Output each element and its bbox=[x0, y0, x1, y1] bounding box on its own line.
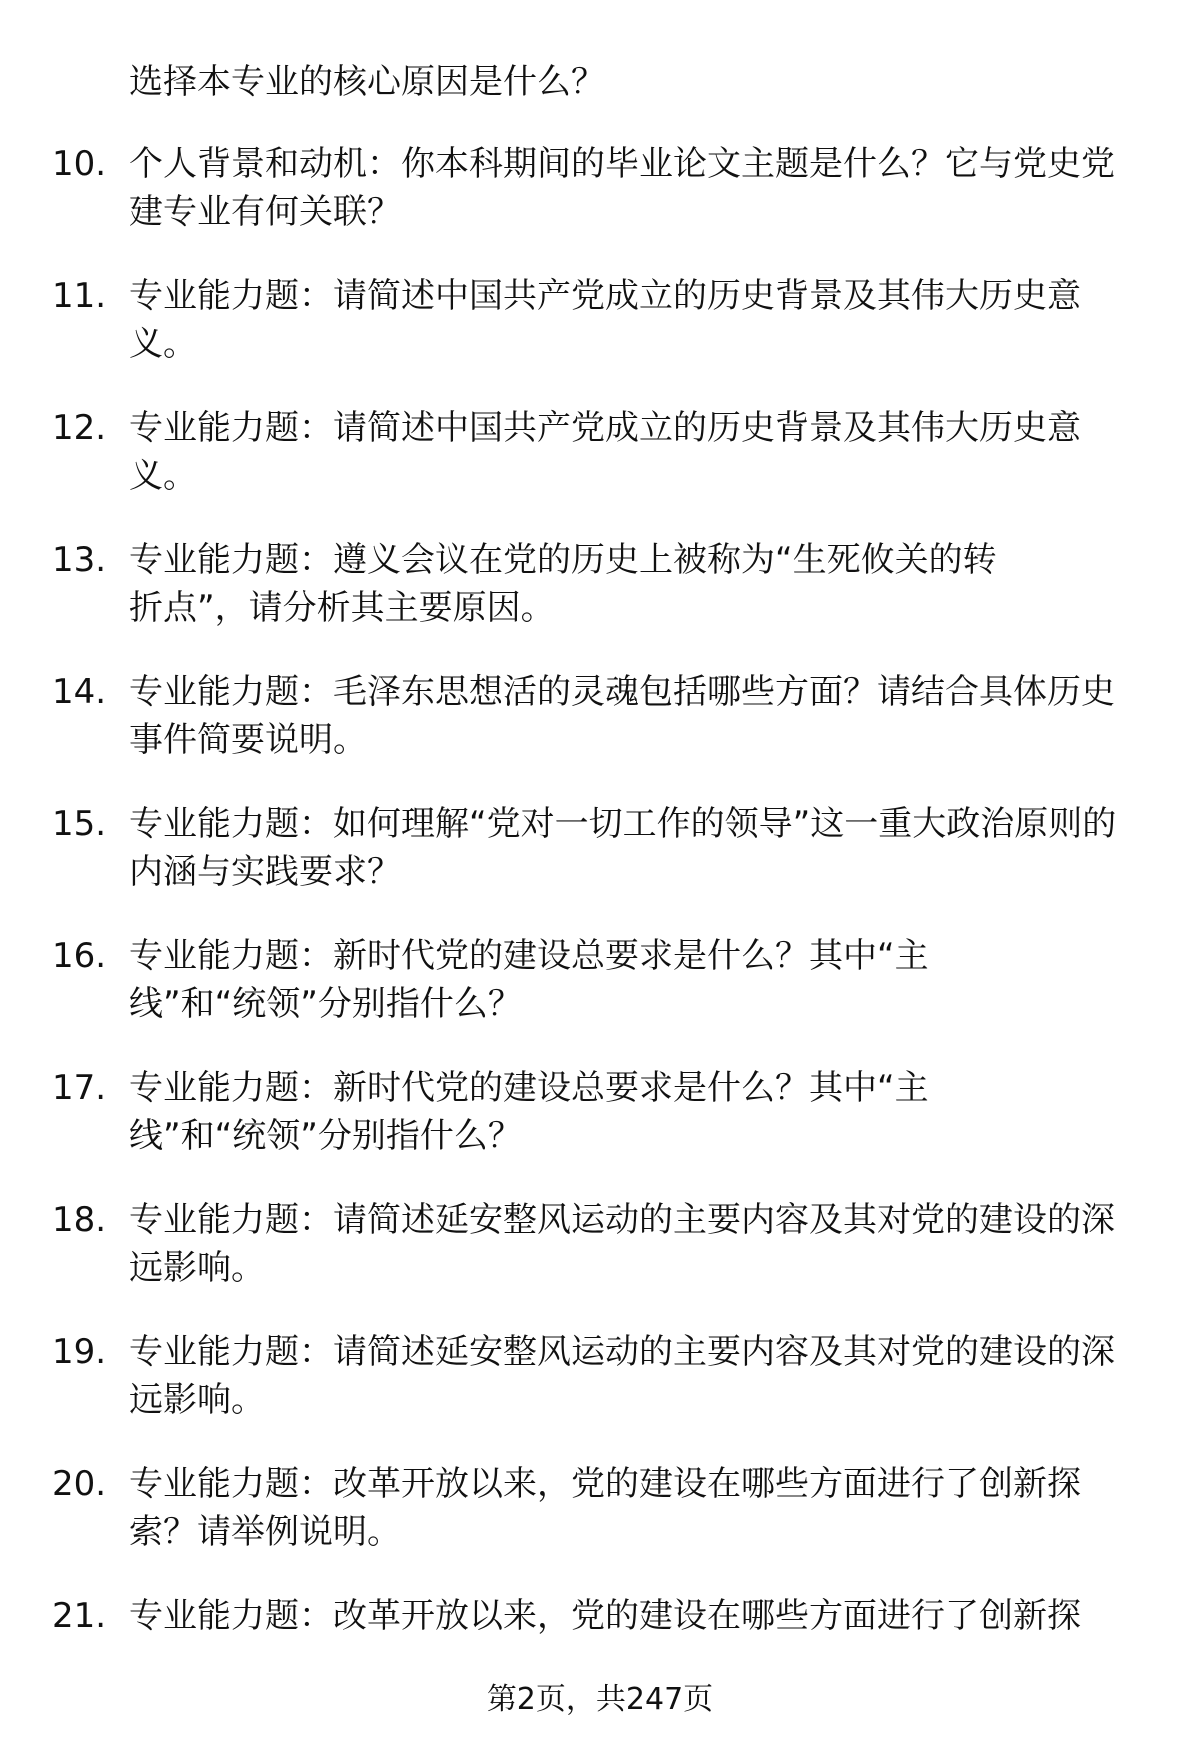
question-item bbox=[0, 140, 1200, 272]
question-text: 专业能力题：请简述延安整风运动的主要内容及其对党的建设的深远影响。 bbox=[129, 1200, 1115, 1288]
question-number: 15. bbox=[52, 804, 107, 844]
question-text: 专业能力题：新时代党的建设总要求是什么？其中“主线”和“统领”分别指什么？ bbox=[129, 936, 929, 1024]
question-item bbox=[0, 272, 1200, 404]
continued-question-text: 选择本专业的核心原因是什么？ bbox=[129, 62, 605, 102]
question-number: 10. bbox=[52, 144, 107, 184]
question-number: 19. bbox=[52, 1332, 107, 1372]
question-text: 专业能力题：请简述中国共产党成立的历史背景及其伟大历史意义。 bbox=[129, 276, 1081, 364]
question-text: 专业能力题：毛泽东思想活的灵魂包括哪些方面？请结合具体历史事件简要说明。 bbox=[129, 672, 1115, 760]
question-number: 20. bbox=[52, 1464, 107, 1504]
question-text: 专业能力题：新时代党的建设总要求是什么？其中“主线”和“统领”分别指什么？ bbox=[129, 1068, 929, 1156]
question-number: 11. bbox=[52, 276, 107, 316]
question-text: 专业能力题：如何理解“党对一切工作的领导”这一重大政治原则的内涵与实践要求？ bbox=[129, 804, 1117, 892]
question-item bbox=[0, 1196, 1200, 1328]
question-item bbox=[0, 1328, 1200, 1460]
question-text: 专业能力题：遵义会议在党的历史上被称为“生死攸关的转折点”，请分析其主要原因。 bbox=[129, 540, 997, 628]
question-number: 14. bbox=[52, 672, 107, 712]
question-text: 专业能力题：请简述中国共产党成立的历史背景及其伟大历史意义。 bbox=[129, 408, 1081, 496]
question-item bbox=[0, 404, 1200, 536]
question-item bbox=[0, 536, 1200, 668]
question-item bbox=[0, 1460, 1200, 1592]
question-list bbox=[0, 140, 1200, 1724]
question-text: 专业能力题：改革开放以来，党的建设在哪些方面进行了创新探索？请举例说明。 bbox=[129, 1464, 1081, 1552]
question-item bbox=[0, 932, 1200, 1064]
question-text: 专业能力题：改革开放以来，党的建设在哪些方面进行了创新探 bbox=[129, 1596, 1081, 1636]
question-number: 17. bbox=[52, 1068, 107, 1108]
question-number: 18. bbox=[52, 1200, 107, 1240]
question-item bbox=[0, 800, 1200, 932]
question-text: 专业能力题：请简述延安整风运动的主要内容及其对党的建设的深远影响。 bbox=[129, 1332, 1115, 1420]
question-text: 个人背景和动机：你本科期间的毕业论文主题是什么？它与党史党建专业有何关联？ bbox=[129, 144, 1115, 232]
question-number: 13. bbox=[52, 540, 107, 580]
question-item bbox=[0, 1064, 1200, 1196]
question-number: 16. bbox=[52, 936, 107, 976]
question-number: 12. bbox=[52, 408, 107, 448]
question-item bbox=[0, 668, 1200, 800]
question-number: 21. bbox=[52, 1596, 107, 1636]
page-number-footer: 第2页，共247页 bbox=[486, 1682, 714, 1717]
